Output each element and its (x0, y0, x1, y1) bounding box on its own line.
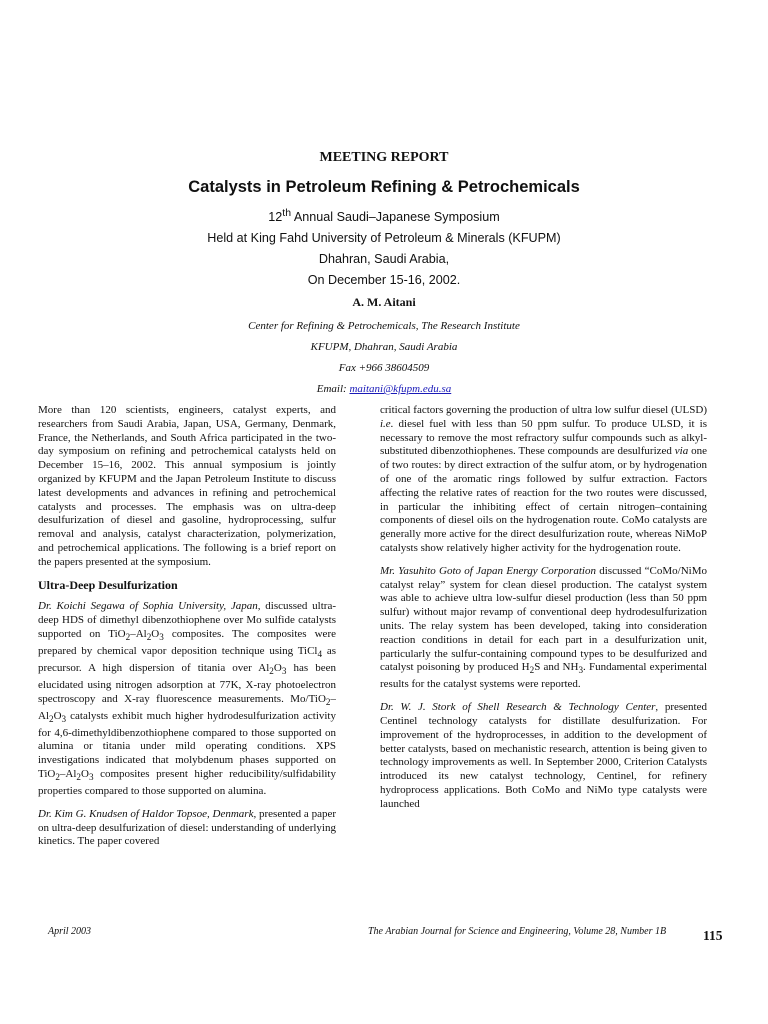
date-line: On December 15-16, 2002. (307, 273, 461, 288)
symposium-line (0, 203, 768, 228)
symposium-number: 12 (268, 210, 283, 225)
left-column (38, 404, 336, 904)
author-fax: Fax +966 38604509 (338, 362, 430, 375)
stork-paragraph: Dr. W. J. Stork of Shell Research & Technology Center, presented Centinel technology catalysts for distillate desulfurization. For improvement of the hydroprocesses, in addition to the development of better catalysts, based on mechanistic research, attention is being given to technology improvements as well. In September 2000, Criterion Catalysts introduced its new catalyst technology, Centinel, for refinery hydroprocess applications. Both CoMo and NiMo type catalysts were launched (380, 701, 707, 810)
intro-paragraph: More than 120 scientists, engineers, catalyst experts, and researchers from Saudi Arabia, Japan, USA, Germany, Denmark, France, the Netherlands, and South Africa participated in the two-day symposium on refining and petrochemical catalysts held on December 15–16, 2002. This annual symposium is jointly organized by KFUPM and the Japan Petroleum Institute to discuss latest developments and advances in refining and petrochemical catalysts and processes. The emphasis was on ultra-deep desulfurization of diesel and gasoline, hydroprocessing, sulfur removal and analysis, catalyst characterization, polymerization, and petrochemical applications. The following is a brief report on the papers presented at the symposium. (38, 404, 336, 568)
footer-date: April 2003 (48, 926, 92, 937)
ordinal-suffix: th (282, 207, 292, 219)
page-number: 115 (703, 928, 723, 943)
presenter-name: Dr. Kim G. Knudsen of Haldor Topsoe, Denmark, (38, 807, 257, 820)
segawa-paragraph: Dr. Koichi Segawa of Sophia University, Japan, discussed ultra-deep HDS of dimethyl dibenzothiophene over Mo sulfide catalysts supported on $TiO_2-Al_2O_3$ composites. The composites were prepared by chemical vapor deposition technique using TiCl$_4$ as precursor. A high dispersion of titania over $Al_2O_3$ has been elucidated using nitrogen adsorption at 77K, X-ray photoelectron spectroscopy and X-ray fluorescence measurements. $Mo/TiO_2-Al_2O_3$ catalysts exhibit much higher hydrodesulfurization activity for 4,6-dimethyldibenzothiophene compared to those supported on alumina or titania under mild operating conditions. XPS investigations indicated that molybdenum phases supported on $TiO_2-Al_2O_3$ composites present higher reducibility/sulfidability properties compared to those supported on alumina. (38, 600, 336, 798)
article-title: Catalysts in Petroleum Refining & Petrochemicals (188, 178, 580, 196)
venue-line: Held at King Fahd University of Petroleum & Minerals (KFUPM) (207, 231, 561, 246)
email-label: Email: (316, 383, 350, 396)
email-link[interactable]: maitani@kfupm.edu.sa (349, 383, 452, 396)
author-email-line (0, 379, 768, 400)
presenter-name: Mr. Yasuhito Goto of Japan Energy Corporation (380, 564, 596, 577)
presenter-name: Dr. Koichi Segawa of Sophia University, Japan, (38, 600, 261, 613)
author-affiliation: Center for Refining & Petrochemicals, The Research Institute (248, 320, 520, 333)
ulsd-paragraph: critical factors governing the production of ultra low sulfur diesel (ULSD) i.e. diesel fuel with less than 50 ppm sulfur. To produce ULSD, it is necessary to remove the most refractory sulfur compounds such as alkyl-substituted dibenzothiophenes. These compounds are desulfurized via one of two routes: by direct extraction of the sulfur atom, or by hydrogenation of one of the aromatic rings followed by sulfur extraction. Factors affecting the relative rates of reaction for the two routes were discussed, in particular the inhibiting effect of certain nitrogen–containing components of diesel oils on the hydrogenation route. CoMo catalysts are generally more active for the direct desulfurization route, whereas NiMoP catalysts show relatively higher activity for the hydrogenation route. (380, 404, 707, 554)
author-institution: KFUPM, Dhahran, Saudi Arabia (310, 341, 458, 354)
article-header (0, 150, 768, 400)
presenter-name: Dr. W. J. Stork of Shell Research & Technology Center (380, 701, 656, 714)
footer-journal: The Arabian Journal for Science and Engineering, Volume 28, Number 1B (368, 926, 667, 937)
section-heading: Ultra-Deep Desulfurization (38, 577, 178, 592)
knudsen-paragraph: Dr. Kim G. Knudsen of Haldor Topsoe, Denmark, presented a paper on ultra-deep desulfurization of diesel: understanding of underlying kinetics. The paper covered (38, 807, 336, 848)
goto-paragraph: Mr. Yasuhito Goto of Japan Energy Corporation discussed “CoMo/NiMo catalyst relay” system for clean diesel production. The catalyst system was able to achieve ultra low-sulfur diesel production (less than 50 ppm sulfur) without major revamp of conventional deep hydrodesulfurization units. The relay system has been developed, taking into consideration reaction conditions in detail for each part in a desulfurization unit, particularly the sulfur-containing compound types to be desulfurized and catalyst poisoning by produced $H_2S$ and $NH_3$. Fundamental experimental results for the catalyst systems were reported. (380, 564, 707, 691)
symposium-name: Annual Saudi–Japanese Symposium (291, 210, 500, 225)
author-name: A. M. Aitani (352, 295, 416, 310)
location-line: Dhahran, Saudi Arabia, (318, 252, 450, 267)
report-type-label: MEETING REPORT (319, 150, 449, 165)
right-column (380, 404, 707, 904)
